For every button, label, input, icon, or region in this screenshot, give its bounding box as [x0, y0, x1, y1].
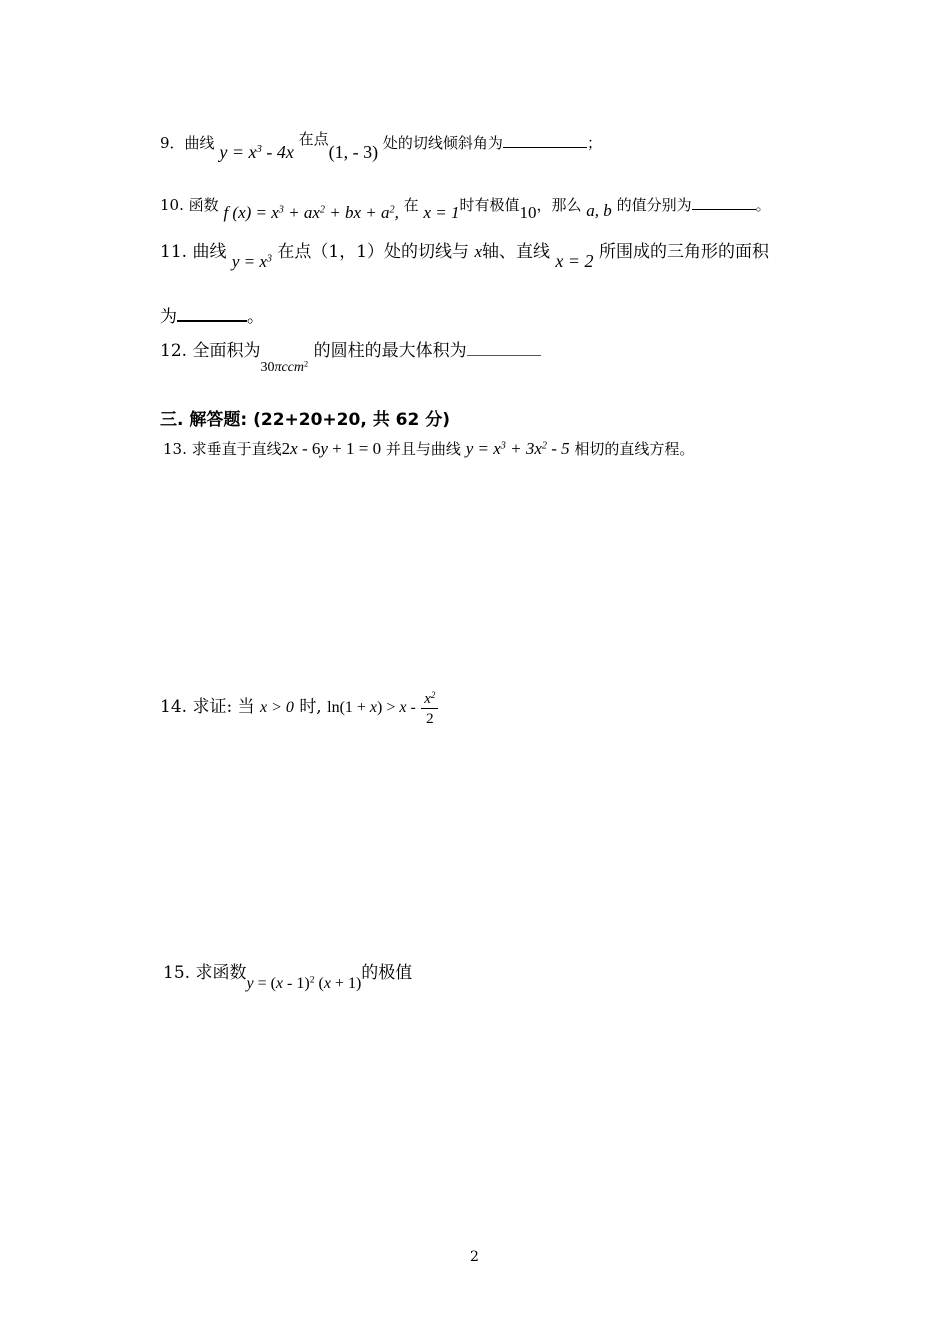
q9-text1: 曲线	[184, 134, 215, 152]
q13-text2: 并且与曲线	[385, 440, 461, 458]
q12-answer-blank[interactable]	[467, 338, 541, 356]
q9-tail: ；	[586, 134, 602, 152]
question-9	[160, 130, 602, 162]
q9-text3: 处的切线倾斜角为	[382, 134, 503, 152]
q13-curve: $y = x^3 + 3x^2 - 5$	[465, 439, 570, 458]
question-11	[160, 242, 769, 271]
q10-tail: 。	[755, 196, 771, 214]
question-11-continued	[160, 303, 264, 326]
q12-text2: 的圆柱的最大体积为	[313, 341, 467, 361]
q15-text2: 的极值	[361, 963, 413, 983]
q10-text5: 的值分别为	[616, 196, 692, 214]
q12-number: 12.	[160, 341, 188, 361]
q11-number: 11.	[160, 242, 188, 262]
q12-area: 30πccm2	[260, 359, 309, 375]
q10-text4: ，那么	[536, 196, 582, 214]
q11-line: x = 2	[555, 251, 594, 271]
q11-text2: 在点（1，1）处的切线与	[277, 242, 470, 262]
q14-text1: 求证: 当	[192, 697, 255, 717]
q10-condition: x = 1	[423, 203, 460, 222]
q9-point: (1, - 3)	[328, 142, 379, 162]
q13-text1: 求垂直于直线	[191, 440, 282, 458]
q11-tail: 。	[247, 307, 264, 327]
q10-answer-blank[interactable]	[692, 194, 756, 210]
page-number: 2	[470, 1249, 479, 1265]
q10-vars: a, b	[586, 201, 612, 220]
q14-frac-numerator: $x^2$	[421, 692, 438, 709]
q11-answer-blank[interactable]	[177, 303, 247, 322]
q10-formula: f $(x) = x^3 + ax^2$ + bx + $a^2$,	[223, 203, 399, 222]
q11-text3: 轴、直线	[482, 242, 551, 262]
q11-axis: x	[474, 242, 483, 261]
q9-number: 9．	[160, 134, 185, 152]
q10-text3: 时有极值	[459, 196, 520, 214]
q11-text1: 曲线	[192, 242, 227, 262]
q15-formula: y = (x - 1)$^2$ (x + 1)	[246, 974, 362, 992]
section-3-heading: 三. 解答题: (22+20+20, 共 62 分)	[160, 410, 450, 430]
q11-formula: $y = x^3$	[231, 252, 273, 271]
q13-line: 2x - 6y + 1 = 0	[281, 439, 382, 458]
q12-text1: 全面积为	[192, 341, 261, 361]
q14-fraction	[421, 692, 438, 727]
q14-condition: x > 0	[260, 699, 294, 716]
q13-number: 13.	[163, 440, 187, 458]
q10-value: 10	[519, 203, 537, 222]
question-10	[160, 194, 771, 222]
q15-number: 15.	[163, 963, 191, 983]
q14-inequality: ln(1 + x) > x -	[327, 699, 416, 716]
q14-frac-denominator: 2	[426, 711, 434, 727]
q9-answer-blank[interactable]	[503, 132, 587, 148]
question-15	[163, 963, 413, 992]
q13-text3: 相切的直线方程。	[574, 440, 695, 458]
q14-number: 14.	[160, 697, 188, 717]
question-13	[163, 440, 694, 457]
q10-number: 10.	[160, 196, 184, 214]
q9-text2: 在点	[298, 130, 329, 148]
q10-text1: 函数	[188, 196, 219, 214]
q10-text2: 在	[403, 196, 419, 214]
q11-text4: 所围成的三角形的面积	[598, 242, 769, 262]
q15-text1: 求函数	[195, 963, 247, 983]
q9-formula: $y = x^3 - 4x$	[219, 142, 294, 162]
question-14	[160, 690, 438, 725]
q11-text5: 为	[160, 307, 177, 327]
q14-text2: 时,	[299, 697, 322, 717]
